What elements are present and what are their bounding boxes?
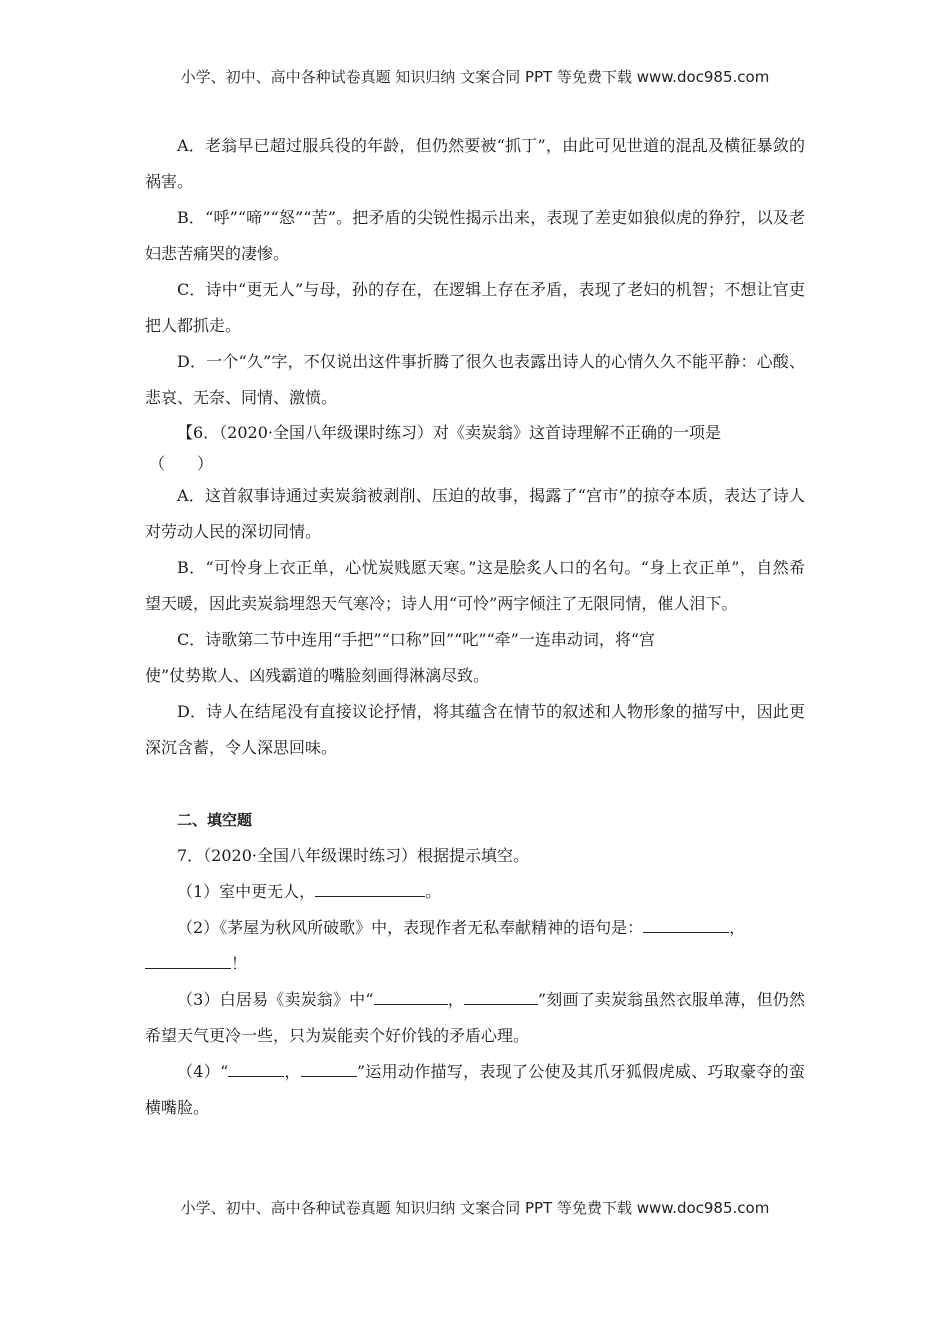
answer-blank[interactable]	[301, 1058, 357, 1077]
q7-item-2-sep: ，	[729, 918, 746, 937]
page-footer: 小学、初中、高中各种试卷真题 知识归纳 文案合同 PPT 等免费下载 www.doc985.com	[180, 1199, 770, 1217]
section-title-fill-blank: 二、填空题	[177, 811, 253, 829]
q7-item-1-end: 。	[425, 882, 442, 901]
q7-item-2	[145, 910, 805, 946]
q6-option-c-line1: C．诗歌第二节中连用“手把”“口称”回”“叱”“牵”一连串动词，将“宫	[177, 630, 656, 649]
q5-option-d: D．一个“久”字，不仅说出这件事折腾了很久也表露出诗人的心情久久不能平静：心酸、悲哀、无奈、同情、激愤。	[145, 352, 805, 407]
q6-question: 【6．（2020·全国八年级课时练习）对《卖炭翁》这首诗理解不正确的一项是	[177, 423, 721, 442]
q5-option-c: C．诗中“更无人”与母，孙的存在，在逻辑上存在矛盾，表现了老妇的机智；不想让官吏把人都抓走。	[145, 280, 805, 335]
q7-item-3-text: （3）白居易《卖炭翁》中“	[177, 990, 374, 1009]
q7-item-4-rest: ”运用动作描写，表现了公使及其爪牙狐假虎威、巧取豪夺的蛮横嘴脸。	[145, 1062, 805, 1117]
page-header: 小学、初中、高中各种试卷真题 知识归纳 文案合同 PPT 等免费下载 www.doc985.com	[180, 68, 770, 86]
page-content	[145, 128, 805, 1126]
answer-blank[interactable]	[464, 986, 538, 1005]
q7-item-2-cont	[145, 946, 805, 982]
answer-blank[interactable]	[228, 1058, 284, 1077]
q7-item-2-end: ！	[231, 954, 248, 973]
q7-item-1	[145, 874, 805, 910]
answer-blank[interactable]	[643, 914, 729, 933]
q6-option-c-line2: 使”仗势欺人、凶残霸道的嘴脸刻画得淋漓尽致。	[145, 666, 490, 685]
q7-item-2-text: （2）《茅屋为秋风所破歌》中，表现作者无私奉献精神的语句是：	[177, 918, 644, 937]
q7-question: 7．（2020·全国八年级课时练习）根据提示填空。	[177, 846, 529, 865]
q6-option-a: A．这首叙事诗通过卖炭翁被剥削、压迫的故事，揭露了“宫市”的掠夺本质，表达了诗人对劳动人民的深切同情。	[145, 486, 805, 541]
q7-item-4-text: （4）“	[177, 1062, 229, 1081]
q7-item-1-text: （1）室中更无人，	[177, 882, 316, 901]
q7-item-3-sep: ，	[447, 990, 464, 1009]
q5-option-a: A．老翁早已超过服兵役的年龄，但仍然要被“抓丁”，由此可见世道的混乱及横征暴敛的祸害。	[145, 136, 805, 191]
answer-blank[interactable]	[374, 986, 448, 1005]
answer-blank[interactable]	[315, 878, 425, 897]
q5-option-b: B．“呼”“啼”“怒”“苦”。把矛盾的尖锐性揭示出来，表现了差吏如狼似虎的狰狞，以及老妇悲苦痛哭的凄惨。	[145, 208, 805, 263]
q7-item-3	[145, 982, 805, 1054]
q6-option-b: B．“可怜身上衣正单，心忧炭贱愿天寒。”这是脍炙人口的名句。“身上衣正单”，自然希望天暖，因此卖炭翁埋怨天气寒冷；诗人用“可怜”两字倾注了无限同情，催人泪下。	[145, 558, 805, 613]
answer-blank[interactable]	[145, 950, 231, 969]
q6-option-d: D．诗人在结尾没有直接议论抒情，将其蕴含在情节的叙述和人物形象的描写中，因此更深沉含蓄，令人深思回味。	[145, 702, 805, 757]
q7-item-3-rest: ”刻画了卖炭翁虽然衣服单薄，但仍然希望天气更冷一些，只为炭能卖个好价钱的矛盾心理。	[145, 990, 805, 1045]
q7-item-4-sep: ，	[284, 1062, 301, 1081]
q7-item-4	[145, 1054, 805, 1126]
q6-answer-paren: （ ）	[149, 454, 214, 473]
